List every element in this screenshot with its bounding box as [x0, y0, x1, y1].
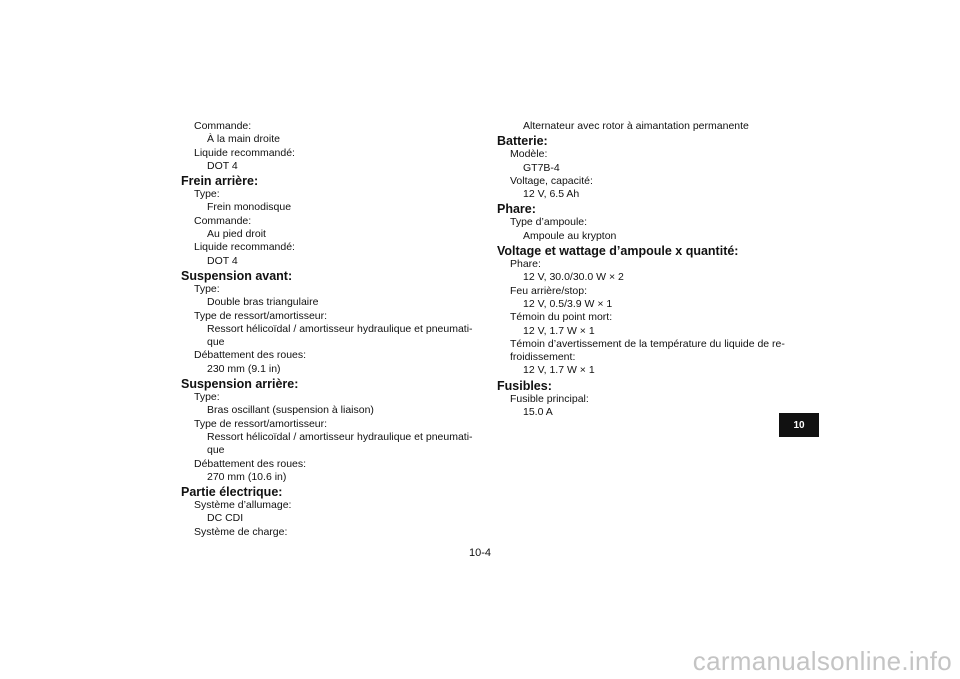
- spec-value: 230 mm (9.1 in): [207, 362, 281, 375]
- spec-value: Ampoule au krypton: [523, 229, 617, 242]
- chapter-tab: 10: [779, 413, 819, 437]
- spec-label: Système d’allumage:: [194, 499, 292, 512]
- spec-value: Ressort hélicoïdal / amortisseur hydraulique et pneumati-: [207, 322, 473, 335]
- spec-value: 12 V, 1.7 W × 1: [523, 324, 595, 337]
- spec-label: Débattement des roues:: [194, 349, 307, 362]
- left-column: [181, 120, 481, 539]
- spec-value: À la main droite: [207, 133, 280, 146]
- spec-label: Modèle:: [510, 148, 548, 161]
- spec-label: Type de ressort/amortisseur:: [194, 309, 328, 322]
- section-heading: Voltage et wattage d’ampoule x quantité:: [497, 244, 739, 259]
- section-heading: Suspension avant:: [181, 268, 293, 283]
- spec-value: 12 V, 1.7 W × 1: [523, 364, 595, 377]
- spec-value: Au pied droit: [207, 228, 266, 241]
- spec-label: Système de charge:: [194, 525, 288, 538]
- spec-value: Ressort hélicoïdal / amortisseur hydraulique et pneumati-: [207, 430, 473, 443]
- spec-value: DOT 4: [207, 159, 238, 172]
- spec-value: DOT 4: [207, 254, 238, 267]
- spec-value: 15.0 A: [523, 406, 553, 419]
- spec-label: Fusible principal:: [510, 392, 589, 405]
- spec-label: Voltage, capacité:: [510, 174, 593, 187]
- spec-value: 12 V, 0.5/3.9 W × 1: [523, 297, 613, 310]
- spec-label: Liquide recommandé:: [194, 241, 295, 254]
- spec-label: Commande:: [194, 120, 252, 132]
- spec-label: froidissement:: [510, 351, 576, 364]
- right-column: [497, 120, 797, 419]
- watermark: carmanualsonline.info: [692, 646, 952, 676]
- section-heading: Batterie:: [497, 134, 548, 149]
- spec-value: que: [207, 336, 225, 349]
- spec-label: Liquide recommandé:: [194, 146, 295, 159]
- section-heading: Frein arrière:: [181, 174, 259, 189]
- section-heading: Suspension arrière:: [181, 377, 299, 392]
- page-number: 10-4: [468, 547, 492, 559]
- spec-value: Alternateur avec rotor à aimantation permanente: [523, 120, 749, 132]
- spec-label: Type:: [194, 282, 220, 295]
- spec-label: Phare:: [510, 258, 541, 271]
- spec-value: DC CDI: [207, 512, 244, 525]
- spec-value: que: [207, 444, 225, 457]
- spec-label: Type d’ampoule:: [510, 216, 588, 229]
- spec-value: Double bras triangulaire: [207, 296, 319, 309]
- spec-value: 270 mm (10.6 in): [207, 470, 287, 483]
- spec-value: 12 V, 30.0/30.0 W × 2: [523, 271, 624, 284]
- spec-label: Type:: [194, 391, 220, 404]
- spec-label: Type de ressort/amortisseur:: [194, 417, 328, 430]
- spec-value: Bras oscillant (suspension à liaison): [207, 404, 374, 417]
- section-heading: Phare:: [497, 202, 536, 217]
- spec-label: Témoin du point mort:: [510, 311, 613, 324]
- spec-value: 12 V, 6.5 Ah: [523, 188, 580, 201]
- spec-label: Débattement des roues:: [194, 457, 307, 470]
- spec-label: Témoin d’avertissement de la température du liquide de re-: [510, 337, 785, 350]
- spec-label: Feu arrière/stop:: [510, 284, 588, 297]
- section-heading: Partie électrique:: [181, 485, 283, 500]
- spec-value: Frein monodisque: [207, 201, 292, 214]
- section-heading: Fusibles:: [497, 378, 552, 393]
- spec-value: GT7B-4: [523, 161, 560, 174]
- spec-label: Commande:: [194, 214, 252, 227]
- spec-label: Type:: [194, 188, 220, 201]
